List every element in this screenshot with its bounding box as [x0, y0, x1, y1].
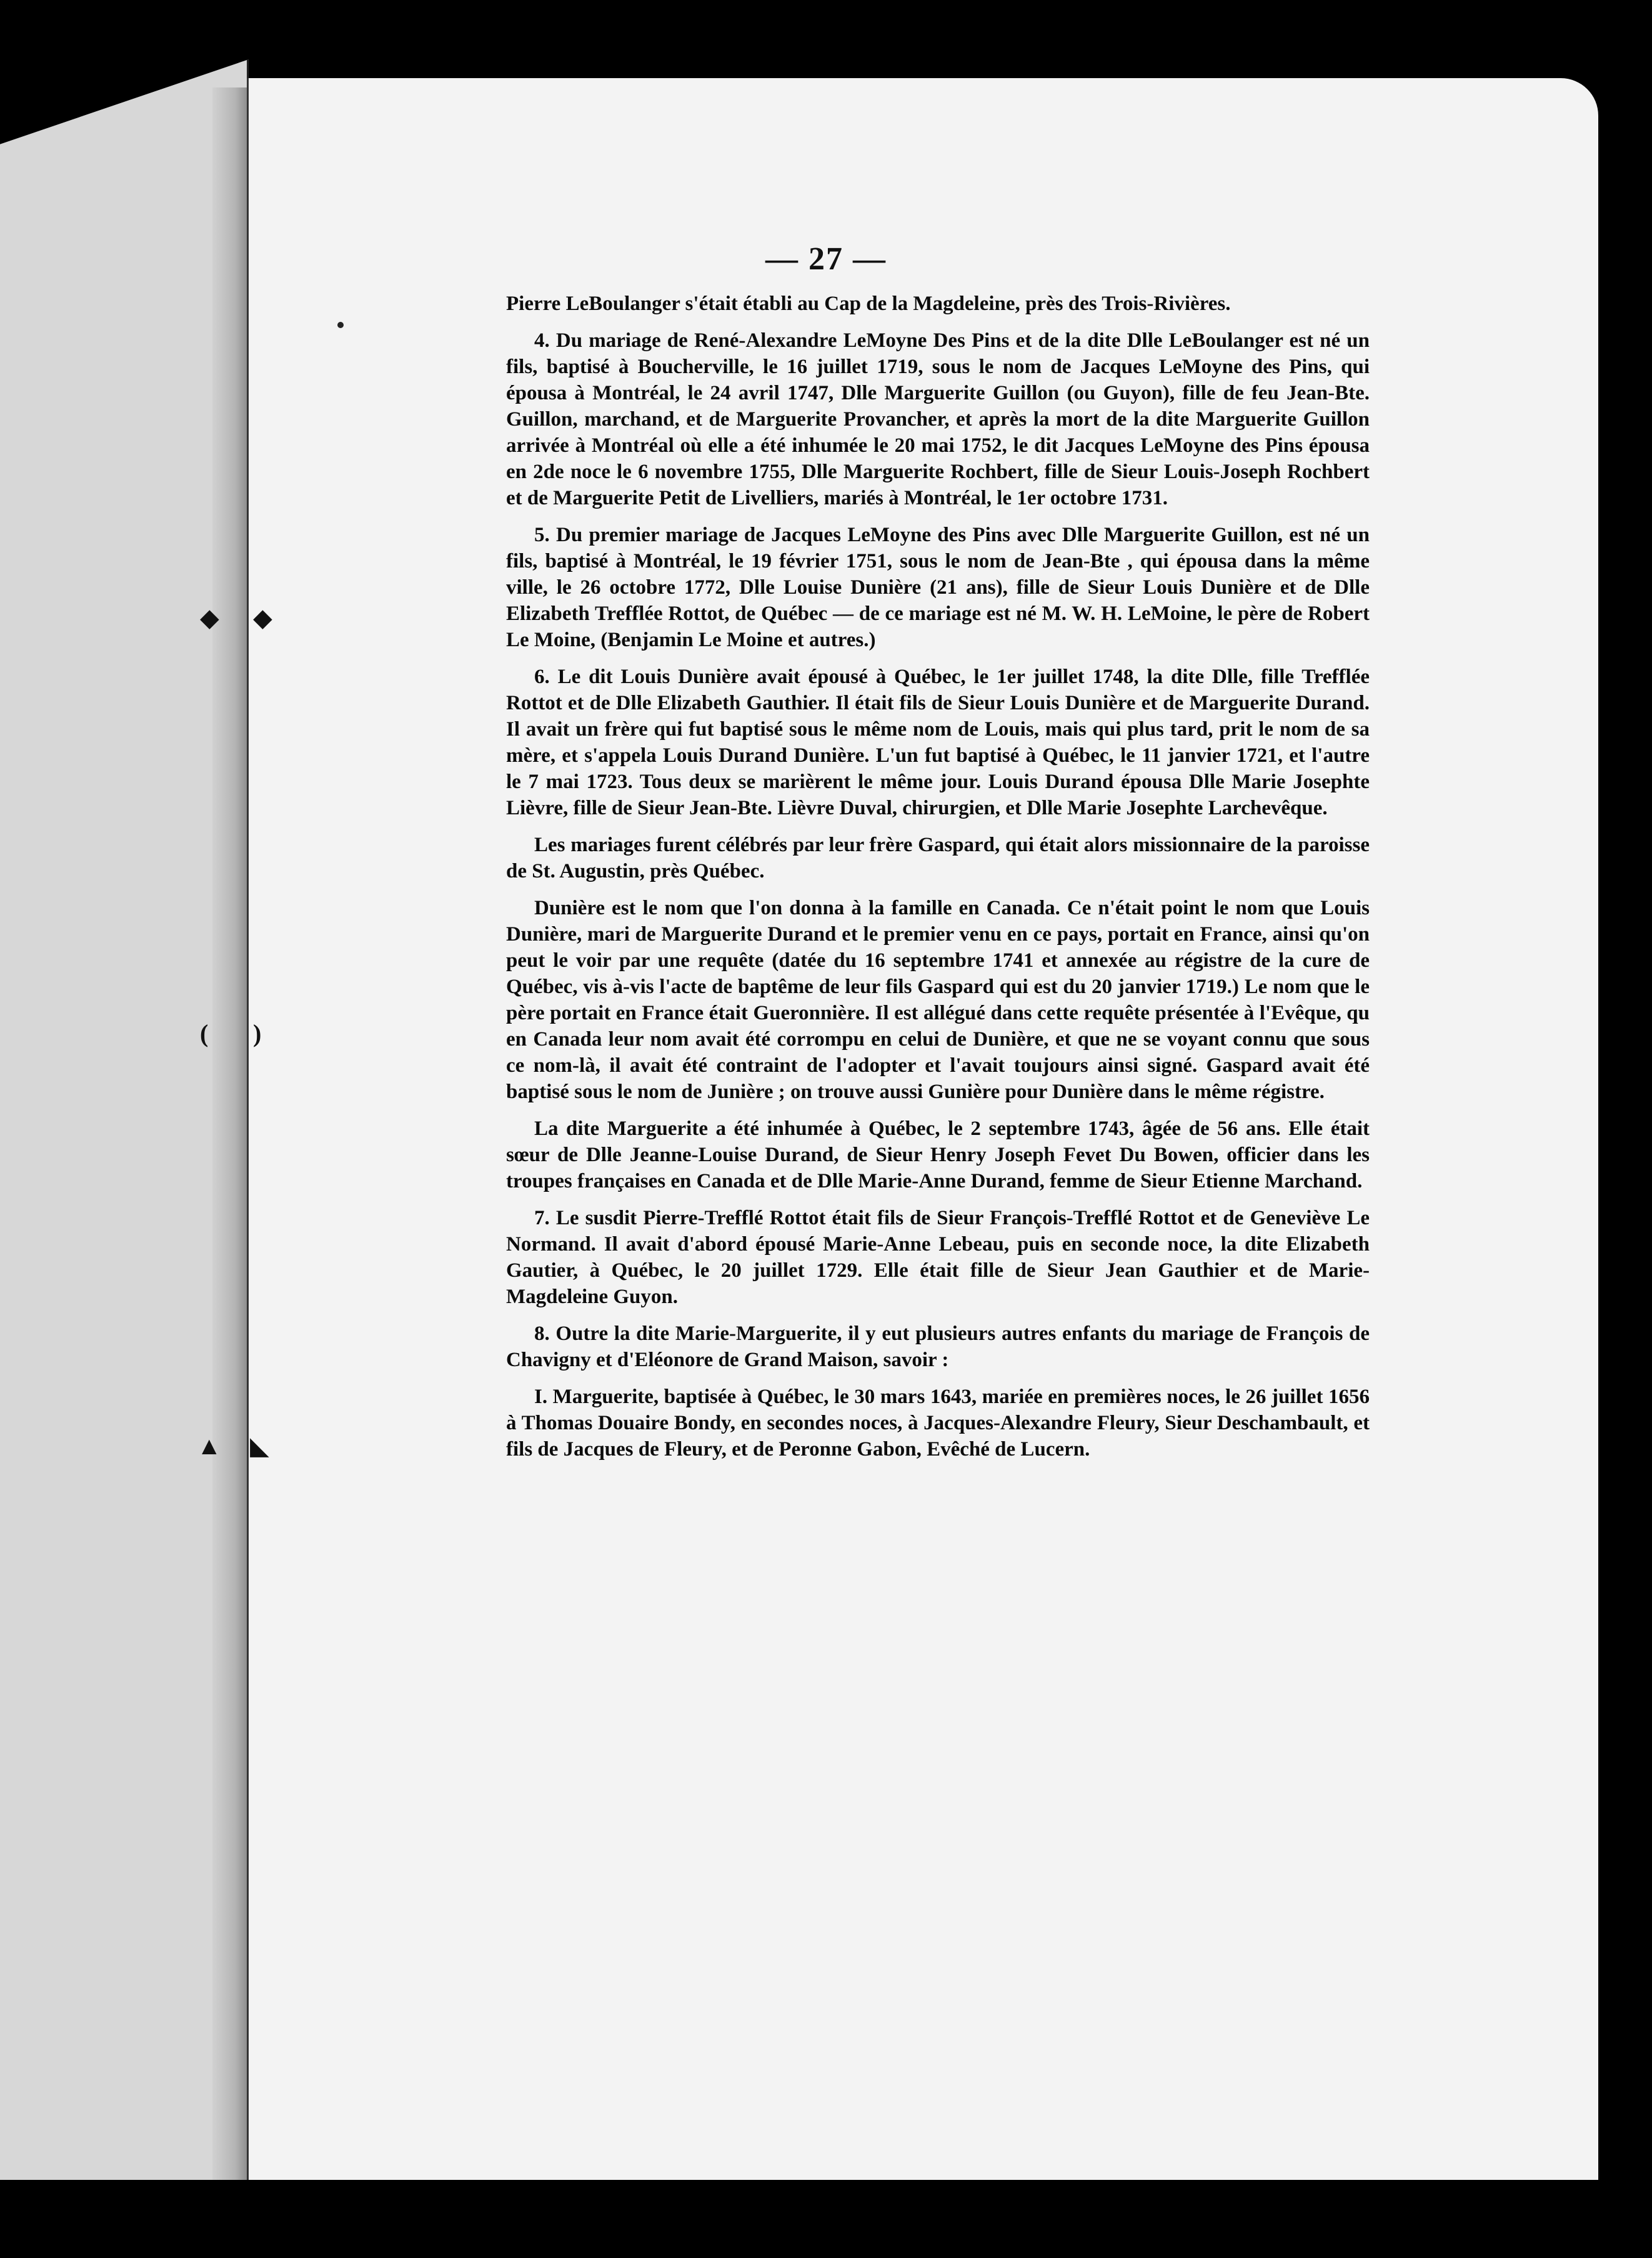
- margin-dot: [337, 322, 344, 328]
- paragraph: 4. Du mariage de René-Alexandre LeMoyne Des Pins et de la dite Dlle LeBoulanger est né un fils, baptisé à Boucherville, le 16 juillet 1719, sous le nom de Jacques LeMoyne des Pins, qui épousa à Montréal, le 24 avril 1747, Dlle Marguerite Guillon (ou Guyon), fille de feu Jean-Bte. Guillon, marchand, et de Marguerite Provancher, et après la mort de la dite Marguerite Guillon arrivée à Montréal où elle a été inhumée le 20 mai 1752, le dit Jacques LeMoyne des Pins épousa en 2de noce le 6 novembre 1755, Dlle Marguerite Rochbert, fille de Sieur Louis-Joseph Rochbert et de Marguerite Petit de Livelliers, mariés à Montréal, le 1er octobre 1731.: [506, 329, 1370, 509]
- paragraph: 6. Le dit Louis Dunière avait épousé à Québec, le 1er juillet 1748, la dite Dlle, fille Trefflée Rottot et de Dlle Elizabeth Gauthier. Il était fils de Sieur Louis Dunière et de Marguerite Durand. Il avait un frère qui fut baptisé sous le même nom de Louis, mais qui plus tard, prit le nom de sa mère, et s'appela Louis Durand Dunière. L'un fut baptisé à Québec, le 11 janvier 1721, et l'autre le 7 mai 1723. Tous deux se marièrent le même jour. Louis Durand épousa Dlle Marie Josephte Lièvre, fille de Sieur Jean-Bte. Lièvre Duval, chirurgien, et Dlle Marie Josephte Larchevêque.: [506, 666, 1370, 819]
- paragraph: 8. Outre la dite Marie-Marguerite, il y eut plusieurs autres enfants du mariage de François de Chavigny et d'Eléonore de Grand Maison, savoir :: [506, 1322, 1370, 1371]
- paragraph: Les mariages furent célébrés par leur frère Gaspard, qui était alors missionnaire de la paroisse de St. Augustin, près Québec.: [506, 834, 1370, 882]
- paragraph: I. Marguerite, baptisée à Québec, le 30 mars 1643, mariée en premières noces, le 26 juillet 1656 à Thomas Douaire Bondy, en secondes noces, à Jacques-Alexandre Fleury, Sieur Deschambault, et fils de Jacques de Fleury, et de Peronne Gabon, Evêché de Lucern.: [506, 1386, 1370, 1461]
- page-number: — 27 —: [765, 241, 887, 277]
- binding-mark: ◆: [253, 604, 272, 632]
- binding-mark: ▲: [197, 1432, 222, 1460]
- binding-mark: ◣: [250, 1432, 269, 1460]
- paragraph: 5. Du premier mariage de Jacques LeMoyne des Pins avec Dlle Marguerite Guillon, est né un fils, baptisé à Montréal, le 19 février 1751, sous le nom de Jean-Bte , qui épousa dans la même ville, le 26 octobre 1772, Dlle Louise Dunière (21 ans), fille de Sieur Louis Dunière et de Dlle Elizabeth Trefflée Rottot, de Québec — de ce mariage est né M. W. H. LeMoine, le père de Robert Le Moine, (Benjamin Le Moine et autres.): [506, 524, 1370, 651]
- binding-mark: ): [253, 1019, 262, 1047]
- page-text: [506, 291, 1370, 1473]
- paragraph: 7. Le susdit Pierre-Trefflé Rottot était fils de Sieur François-Trefflé Rottot et de Geneviève Le Normand. Il avait d'abord épousé Marie-Anne Lebeau, puis en seconde noce, la dite Elizabeth Gautier, à Québec, le 20 juillet 1729. Elle était fille de Sieur Jean Gauthier et de Marie-Magdeleine Guyon.: [506, 1207, 1370, 1308]
- paragraph: Dunière est le nom que l'on donna à la famille en Canada. Ce n'était point le nom que Louis Dunière, mari de Marguerite Durand et le premier venu en ce pays, portait en France, ainsi qu'on peut le voir par une requête (datée du 16 septembre 1741 et annexée au régistre de la cure de Québec, vis à-vis l'acte de baptême de leur fils Gaspard qui est du 20 janvier 1719.) Le nom que le père portait en France était Gueronnière. Il est allégué dans cette requête présentée à l'Evêque, qu en Canada leur nom avait été corrompu en celui de Dunière, et que ne se voyant connu que sous ce nom-là, il avait été contraint de l'adopter et l'avait toujours ainsi signé. Gaspard avait été baptisé sous le nom de Junière ; on trouve aussi Gunière pour Dunière dans le même régistre.: [506, 897, 1370, 1103]
- binding-mark: (: [200, 1019, 209, 1047]
- binding-mark: ◆: [200, 604, 219, 632]
- paragraph: Pierre LeBoulanger s'était établi au Cap de la Magdeleine, près des Trois-Rivières.: [506, 292, 1231, 315]
- paragraph: La dite Marguerite a été inhumée à Québec, le 2 septembre 1743, âgée de 56 ans. Elle était sœur de Dlle Jeanne-Louise Durand, de Sieur Henry Joseph Fevet Du Bowen, officier dans les troupes françaises en Canada et de Dlle Marie-Anne Durand, femme de Sieur Etienne Marchand.: [506, 1117, 1370, 1192]
- left-page: [0, 59, 249, 2180]
